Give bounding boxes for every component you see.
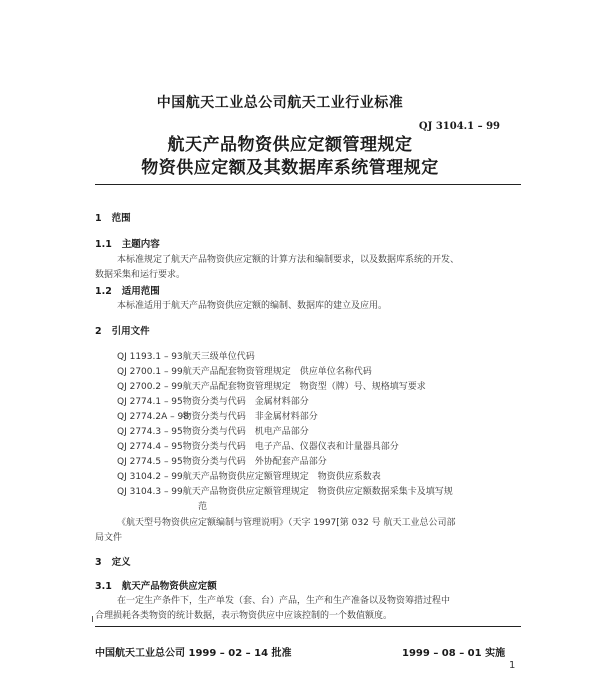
reference-title: 航天产品物资供应定额管理规定 物资供应定额数据采集卡及填写规	[182, 487, 453, 497]
reference-code: QJ 2774.2A – 98	[117, 412, 189, 422]
reference-title: 物资分类与代码 外协配套产品部分	[182, 457, 327, 467]
paragraph-line: 局文件	[95, 533, 123, 543]
subsection-number: 1.1	[95, 239, 112, 250]
header-divider	[95, 184, 521, 185]
effective-date: 1999 – 08 – 01 实施	[402, 648, 506, 659]
reference-title: 物资分类与代码 金属材料部分	[182, 397, 309, 407]
reference-code: QJ 1193.1 – 93	[117, 352, 183, 362]
reference-title: 航天产品配套物资管理规定 供应单位名称代码	[182, 367, 372, 377]
paragraph-line: 本标准规定了航天产品物资供应定额的计算方法和编制要求，以及数据库系统的开发、	[117, 255, 460, 265]
reference-item	[117, 484, 453, 497]
page-number: 1	[509, 660, 516, 671]
paragraph-line: 本标准适用于航天产品物资供应定额的编制、数据库的建立及应用。	[117, 301, 388, 311]
subsection-title: 适用范围	[121, 286, 160, 297]
subsection-1-2-heading	[95, 283, 160, 297]
section-number: 1	[95, 213, 102, 224]
reference-title: 航天三级单位代码	[182, 352, 255, 362]
subsection-1-1-heading	[95, 236, 160, 250]
reference-code: QJ 2700.1 – 99	[117, 367, 183, 377]
reference-title: 航天产品配套物资管理规定 物资型（牌）号、规格填写要求	[182, 382, 426, 392]
footer-divider	[95, 626, 521, 627]
section-2-heading	[95, 323, 150, 337]
reference-item	[117, 379, 426, 392]
subsection-number: 3.1	[95, 581, 112, 592]
reference-title: 物资分类与代码 非金属材料部分	[182, 412, 318, 422]
paragraph-line: 在一定生产条件下，生产单发（套、台）产品，生产和生产准备以及物资筹措过程中	[117, 596, 451, 606]
reference-code: QJ 2774.4 – 95	[117, 442, 183, 452]
reference-title: 物资分类与代码 电子产品、仪器仪表和计量器具部分	[182, 442, 399, 452]
reference-item	[117, 409, 318, 422]
section-title: 定义	[111, 557, 131, 568]
subsection-title: 航天产品物资供应定额	[121, 581, 217, 592]
scan-mark	[92, 616, 93, 622]
section-1-heading	[95, 210, 131, 224]
reference-code: QJ 2774.3 – 95	[117, 427, 183, 437]
subsection-number: 1.2	[95, 286, 112, 297]
reference-continuation: 范	[198, 502, 208, 512]
reference-code: QJ 2774.1 – 95	[117, 397, 183, 407]
document-title-line1: 航天产品物资供应定额管理规定	[167, 135, 413, 155]
approval-date: 中国航天工业总公司 1999 – 02 – 14 批准	[95, 648, 292, 659]
reference-item	[117, 424, 309, 437]
paragraph-line: 数据采集和运行要求。	[95, 270, 186, 280]
reference-code: QJ 2700.2 – 99	[117, 382, 183, 392]
section-title: 范围	[111, 213, 131, 224]
reference-item	[117, 364, 372, 377]
reference-code: QJ 3104.2 – 99	[117, 472, 183, 482]
reference-title: 航天产品物资供应定额管理规定 物资供应系数表	[182, 472, 381, 482]
subsection-title: 主题内容	[121, 239, 160, 250]
reference-item	[117, 454, 327, 467]
section-number: 3	[95, 557, 102, 568]
subsection-3-1-heading	[95, 578, 217, 592]
section-number: 2	[95, 326, 102, 337]
reference-item	[117, 394, 309, 407]
reference-code: QJ 2774.5 – 95	[117, 457, 183, 467]
paragraph-line: 《航天型号物资供应定额编制与管理说明》（天字 1997[第 032 号 航天工业总公司部	[117, 518, 456, 528]
section-title: 引用文件	[111, 326, 150, 337]
reference-item	[117, 349, 255, 362]
section-3-heading	[95, 554, 131, 568]
standard-number: QJ 3104.1 – 99	[418, 121, 500, 132]
reference-title: 物资分类与代码 机电产品部分	[182, 427, 309, 437]
paragraph-line: 合理损耗各类物资的统计数据，表示物资供应中应该控制的一个数值额度。	[95, 611, 393, 621]
reference-code: QJ 3104.3 – 99	[117, 487, 183, 497]
reference-item	[117, 439, 399, 452]
issuing-organization: 中国航天工业总公司航天工业行业标准	[156, 95, 404, 111]
document-title-line2: 物资供应定额及其数据库系统管理规定	[141, 158, 439, 178]
reference-item	[117, 469, 381, 482]
